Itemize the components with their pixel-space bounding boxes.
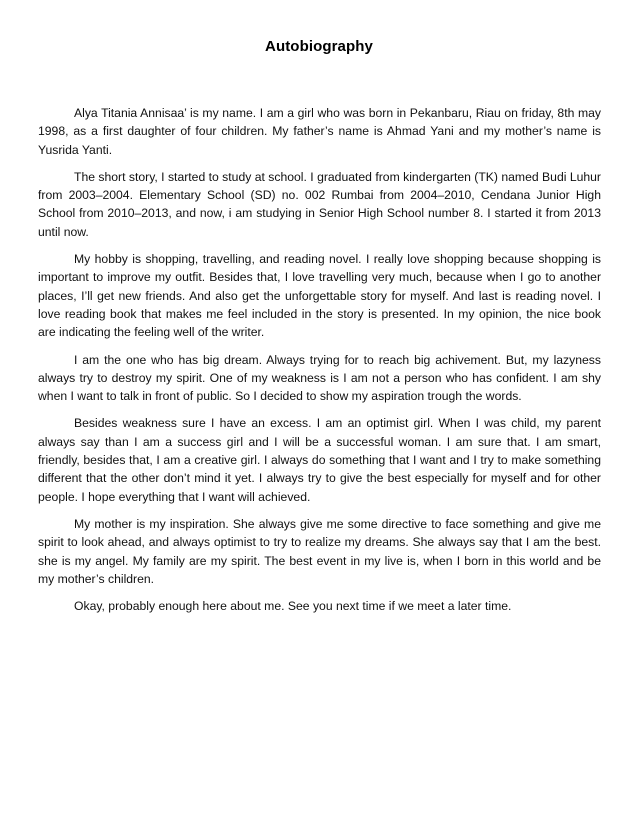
paragraph-closing: Okay, probably enough here about me. See you next time if we meet a later time. bbox=[74, 599, 512, 614]
paragraph-dreams-weakness: I am the one who has big dream. Always trying for to reach big achivement. But, my lazyness always try to destroy my spirit. One of my weakness is I am not a person who has confident. I am shy when I want to talk in front of public. So I decided to show my aspiration trough the words. bbox=[38, 352, 601, 404]
paragraph-inspiration: My mother is my inspiration. She always give me some directive to face something and give me spirit to look ahead, and always optimist to try to realize my dreams. She always say that I am the best. she is my angel. My family are my spirit. The best event in my live is, when I born in this world and be my mother’s children. bbox=[38, 516, 601, 586]
document-title: Autobiography bbox=[265, 38, 373, 55]
paragraph-introduction: Alya Titania Annisaa’ is my name. I am a girl who was born in Pekanbaru, Riau on friday, 8th may 1998, as a first daughter of four children. My father’s name is Ahmad Yani and my mother’s name is Yusrida Yanti. bbox=[38, 106, 601, 157]
paragraph-strengths: Besides weakness sure I have an excess. I am an optimist girl. When I was child, my parent always say than I am a success girl and I will be a successful woman. I am sure that. I am smart, friendly, besides that, I am a creative girl. I always do something that I want and I try to make something different that the other don’t mind it yet. I always try to give the best especially for myself and for other people. I hope everything that I want will achieved. bbox=[38, 416, 601, 504]
paragraph-education: The short story, I started to study at school. I graduated from kindergarten (TK) named Budi Luhur from 2003–2004. Elementary School (SD) no. 002 Rumbai from 2004–2010, Cendana Junior High School from 2010–2013, and now, i am studying in Senior High School number 8. I started it from 2013 until now. bbox=[38, 169, 601, 239]
document-body bbox=[38, 104, 601, 615]
paragraph-hobbies: My hobby is shopping, travelling, and reading novel. I really love shopping because shopping is important to improve my outfit. Besides that, I love travelling very much, because when I go to another places, I’ll get new friends. And also get the unforgettable story for myself. And last is reading novel. I love reading book that makes me feel included in the story is presented. In my opinion, the nice book are indicating the feeling well of the writer. bbox=[38, 252, 601, 340]
